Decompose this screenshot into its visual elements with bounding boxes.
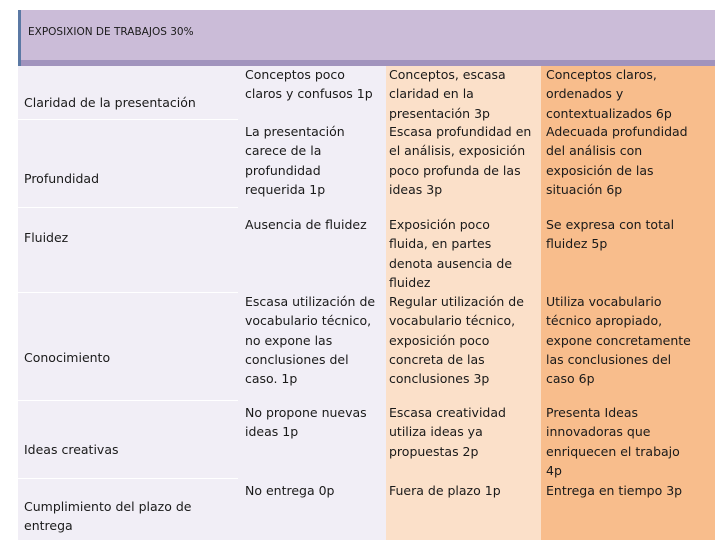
criterion-column [18,66,238,540]
cumplimiento-high: Entrega en tiempo 3p [546,483,683,498]
cumplimiento-mid: Fuera de plazo 1p [389,483,501,498]
conocimiento-mid: Regular utilización de vocabulario técnico, exposición poco concreta de las conclusiones 3p [389,294,524,387]
row-divider [18,292,238,293]
ideas-high: Presenta Ideas innovadoras que enriquecen el trabajo 4p [546,405,680,478]
criterion-conocimiento: Conocimiento [24,350,111,365]
profundidad-mid: Escasa profundidad en el análisis, exposición poco profunda de las ideas 3p [389,124,532,197]
row-divider [18,478,238,479]
criterion-ideas-creativas: Ideas creativas [24,442,119,457]
conocimiento-low: Escasa utilización de vocabulario técnico, no expone las conclusiones del caso. 1p [245,294,376,387]
criterion-profundidad: Profundidad [24,171,100,186]
claridad-mid: Conceptos, escasa claridad en la presentación 3p [389,67,506,121]
claridad-high: Conceptos claros, ordenados y contextualizados 6p [546,67,672,121]
ideas-low: No propone nuevas ideas 1p [245,405,367,440]
profundidad-high: Adecuada profundidad del análisis con exposición de las situación 6p [546,124,688,197]
row-divider [18,400,238,401]
cumplimiento-low: No entrega 0p [245,483,335,498]
ideas-mid: Escasa creatividad utiliza ideas ya propuestas 2p [389,405,506,459]
table-title: EXPOSIXION DE TRABAJOS 30% [28,26,194,38]
profundidad-low: La presentación carece de la profundidad requerida 1p [245,124,345,197]
fluidez-low: Ausencia de fluidez [245,217,367,232]
row-divider [18,119,238,120]
fluidez-high: Se expresa con total fluidez 5p [546,217,675,252]
row-divider [18,207,238,208]
criterion-cumplimiento: Cumplimiento del plazo de entrega [24,499,192,533]
claridad-low: Conceptos poco claros y confusos 1p [245,67,373,102]
criterion-fluidez: Fluidez [24,230,69,245]
criterion-claridad: Claridad de la presentación [24,95,196,110]
fluidez-mid: Exposición poco fluida, en partes denota ausencia de fluidez [389,217,513,290]
conocimiento-high: Utiliza vocabulario técnico apropiado, expone concretamente las conclusiones del caso 6p [546,294,691,387]
